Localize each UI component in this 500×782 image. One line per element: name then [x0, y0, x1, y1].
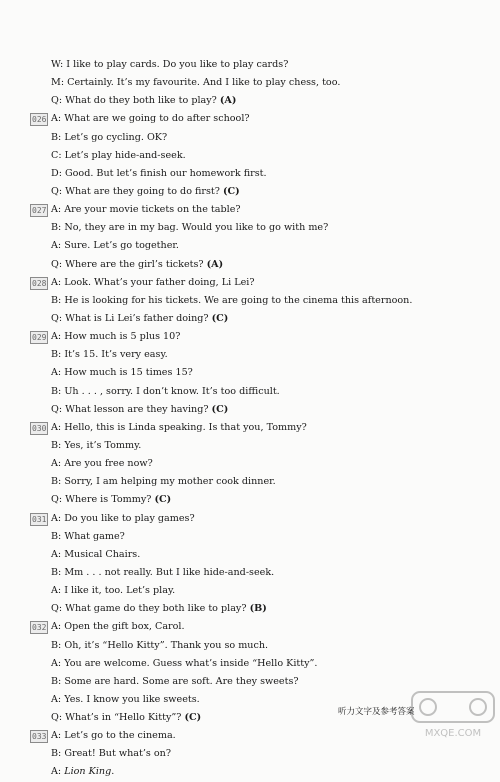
- question-number-badge: 032: [32, 623, 47, 633]
- line-text: [51, 419, 307, 437]
- dialogue-line: [0, 147, 500, 165]
- dialogue-line: [0, 129, 500, 147]
- line-text-main: B: Yes, it’s Tommy.: [51, 439, 142, 451]
- dialogue-line: [0, 528, 500, 546]
- dialogue-line: [0, 691, 500, 709]
- dialogue-line: [0, 310, 500, 328]
- dialogue-line: [0, 637, 500, 655]
- dialogue-line: [0, 673, 500, 691]
- line-text-italic: Lion King: [64, 766, 112, 778]
- line-text-main: Q: Where is Tommy?: [51, 494, 152, 506]
- line-text: [51, 637, 268, 655]
- answer-key: (A): [219, 95, 237, 107]
- line-text: [51, 673, 299, 691]
- watermark-text: MXQE.COM: [424, 728, 482, 739]
- dialogue-line: [0, 201, 500, 219]
- line-text-main: B: Mm . . . not really. But I like hide-and-seek.: [51, 566, 275, 578]
- dialogue-line: [0, 92, 500, 110]
- dialogue-line: [0, 256, 500, 274]
- line-text-main: D: Good. But let’s finish our homework first.: [51, 167, 267, 179]
- line-text-main: A: Are your movie tickets on the table?: [51, 204, 241, 216]
- question-number-badge: 031: [32, 514, 47, 524]
- line-text-after: .: [111, 766, 115, 778]
- line-text-main: A: Open the gift box, Carol.: [51, 621, 185, 633]
- line-text-main: Q: What are they going to do first?: [51, 185, 220, 197]
- dialogue-line: [0, 419, 500, 437]
- dialogue-line: [0, 292, 500, 310]
- line-text: [51, 74, 340, 92]
- line-text-main: B: Oh, it’s “Hello Kitty”. Thank you so much.: [51, 639, 269, 651]
- line-text-main: B: He is looking for his tickets. We are going to the cinema this afternoon.: [51, 294, 413, 306]
- line-text-main: C: Let’s play hide-and-seek.: [51, 149, 186, 161]
- line-text: [51, 219, 328, 237]
- line-text-main: A: Do you like to play games?: [51, 512, 195, 524]
- dialogue-line: [0, 763, 500, 781]
- line-text: [51, 546, 140, 564]
- dialogue-line: [0, 491, 500, 509]
- dialogue-line: [0, 600, 500, 618]
- line-text-main: M: Certainly. It’s my favourite. And I like to play chess, too.: [51, 77, 341, 89]
- line-text: [51, 600, 267, 618]
- dialogue-line: [0, 183, 500, 201]
- line-text-main: B: Let’s go cycling. OK?: [51, 131, 168, 143]
- line-text: [51, 491, 171, 509]
- line-text-main: A: What are we going to do after school?: [51, 113, 250, 125]
- page-footer: 听力文字及参考答案: [338, 707, 415, 717]
- question-number-badge: 030: [32, 423, 47, 433]
- line-text-main: A: You are welcome. Guess what’s inside “Hello Kitty”.: [51, 657, 318, 669]
- line-text: [51, 383, 280, 401]
- line-text-main: W: I like to play cards. Do you like to play cards?: [51, 59, 289, 70]
- line-text: [51, 274, 254, 292]
- dialogue-line: [0, 709, 500, 727]
- dialogue-line: [0, 510, 500, 528]
- line-text: [51, 618, 185, 636]
- line-text-main: Q: What lesson are they having?: [51, 403, 209, 415]
- dialogue-line: [0, 745, 500, 763]
- line-text: [51, 745, 171, 763]
- line-text-main: Q: What do they both like to play?: [51, 95, 217, 107]
- answer-key: (C): [211, 403, 229, 415]
- dialogue-line: [0, 346, 500, 364]
- line-text: [51, 691, 200, 709]
- line-text-main: A:: [51, 766, 65, 778]
- answer-key: (C): [223, 185, 240, 197]
- question-number-badge: 033: [32, 732, 47, 742]
- dialogue-line: [0, 56, 500, 74]
- line-text: [51, 437, 141, 455]
- line-text: [51, 292, 412, 310]
- line-text: [51, 183, 240, 201]
- line-text-main: Q: What is Li Lei’s father doing?: [51, 312, 209, 324]
- line-text-main: B: It’s 15. It’s very easy.: [51, 349, 168, 361]
- line-text: [51, 564, 274, 582]
- line-text: [51, 201, 241, 219]
- line-text-main: B: What game?: [51, 530, 125, 542]
- line-text-main: A: Let’s go to the cinema.: [51, 730, 176, 742]
- dialogue-line: [0, 328, 500, 346]
- line-text-main: A: Look. What’s your father doing, Li Lei?: [51, 276, 255, 288]
- dialogue-line: [0, 383, 500, 401]
- dialogue-lines: [0, 56, 500, 782]
- line-text: [51, 165, 267, 183]
- line-text-main: B: Great! But what’s on?: [51, 748, 171, 760]
- question-number-badge: 027: [32, 206, 47, 216]
- line-text: [51, 510, 195, 528]
- line-text-main: A: Yes. I know you like sweets.: [51, 693, 200, 705]
- line-text: [51, 328, 180, 346]
- line-text: [51, 129, 167, 147]
- question-number-badge: 026: [32, 115, 47, 125]
- line-text: [51, 582, 175, 600]
- line-text-main: A: I like it, too. Let’s play.: [51, 585, 176, 597]
- line-text-main: A: Are you free now?: [51, 458, 153, 470]
- dialogue-line: [0, 437, 500, 455]
- answer-key: (C): [211, 312, 229, 324]
- line-text-main: Q: What’s in “Hello Kitty”?: [51, 712, 182, 724]
- line-text-main: B: Some are hard. Some are soft. Are they sweets?: [51, 675, 299, 687]
- line-text: [51, 455, 153, 473]
- dialogue-line: [0, 74, 500, 92]
- line-text: [51, 237, 179, 255]
- dialogue-line: [0, 473, 500, 491]
- line-text: [51, 655, 317, 673]
- line-text: [51, 528, 125, 546]
- line-text: [51, 763, 114, 781]
- dialogue-line: [0, 546, 500, 564]
- line-text-main: B: Sorry, I am helping my mother cook dinner.: [51, 476, 276, 488]
- line-text-main: Q: What game do they both like to play?: [51, 603, 247, 615]
- dialogue-line: [0, 364, 500, 382]
- dialogue-line: [0, 401, 500, 419]
- answer-key: (B): [249, 603, 267, 615]
- dialogue-line: [0, 237, 500, 255]
- line-text: [51, 56, 288, 74]
- line-text: [51, 256, 223, 274]
- question-number-badge: 029: [32, 333, 47, 343]
- line-text: [51, 147, 186, 165]
- line-text: [51, 709, 201, 727]
- line-text-main: A: How much is 15 times 15?: [51, 367, 193, 379]
- line-text-main: A: How much is 5 plus 10?: [51, 331, 181, 343]
- question-number-badge: 028: [32, 278, 47, 288]
- line-text-main: A: Musical Chairs.: [51, 548, 141, 560]
- line-text: [51, 110, 250, 128]
- dialogue-line: [0, 582, 500, 600]
- dialogue-line: [0, 219, 500, 237]
- line-text-main: B: Uh . . . , sorry. I don’t know. It’s too difficult.: [51, 385, 280, 397]
- line-text-main: A: Hello, this is Linda speaking. Is that you, Tommy?: [51, 421, 307, 433]
- dialogue-line: [0, 455, 500, 473]
- line-text-main: B: No, they are in my bag. Would you like to go with me?: [51, 222, 329, 234]
- dialogue-line: [0, 564, 500, 582]
- dialogue-line: [0, 274, 500, 292]
- line-text: [51, 364, 193, 382]
- line-text-main: A: Sure. Let’s go together.: [51, 240, 179, 252]
- dialogue-line: [0, 618, 500, 636]
- dialogue-line: [0, 655, 500, 673]
- answer-key: (C): [154, 494, 172, 506]
- line-text: [51, 92, 236, 110]
- line-text: [51, 310, 228, 328]
- dialogue-line: [0, 165, 500, 183]
- line-text: [51, 473, 276, 491]
- answer-key: (A): [206, 258, 224, 270]
- dialogue-line: [0, 110, 500, 128]
- line-text: [51, 401, 228, 419]
- answer-key: (C): [184, 712, 202, 724]
- line-text-main: Q: Where are the girl’s tickets?: [51, 258, 204, 270]
- line-text: [51, 346, 168, 364]
